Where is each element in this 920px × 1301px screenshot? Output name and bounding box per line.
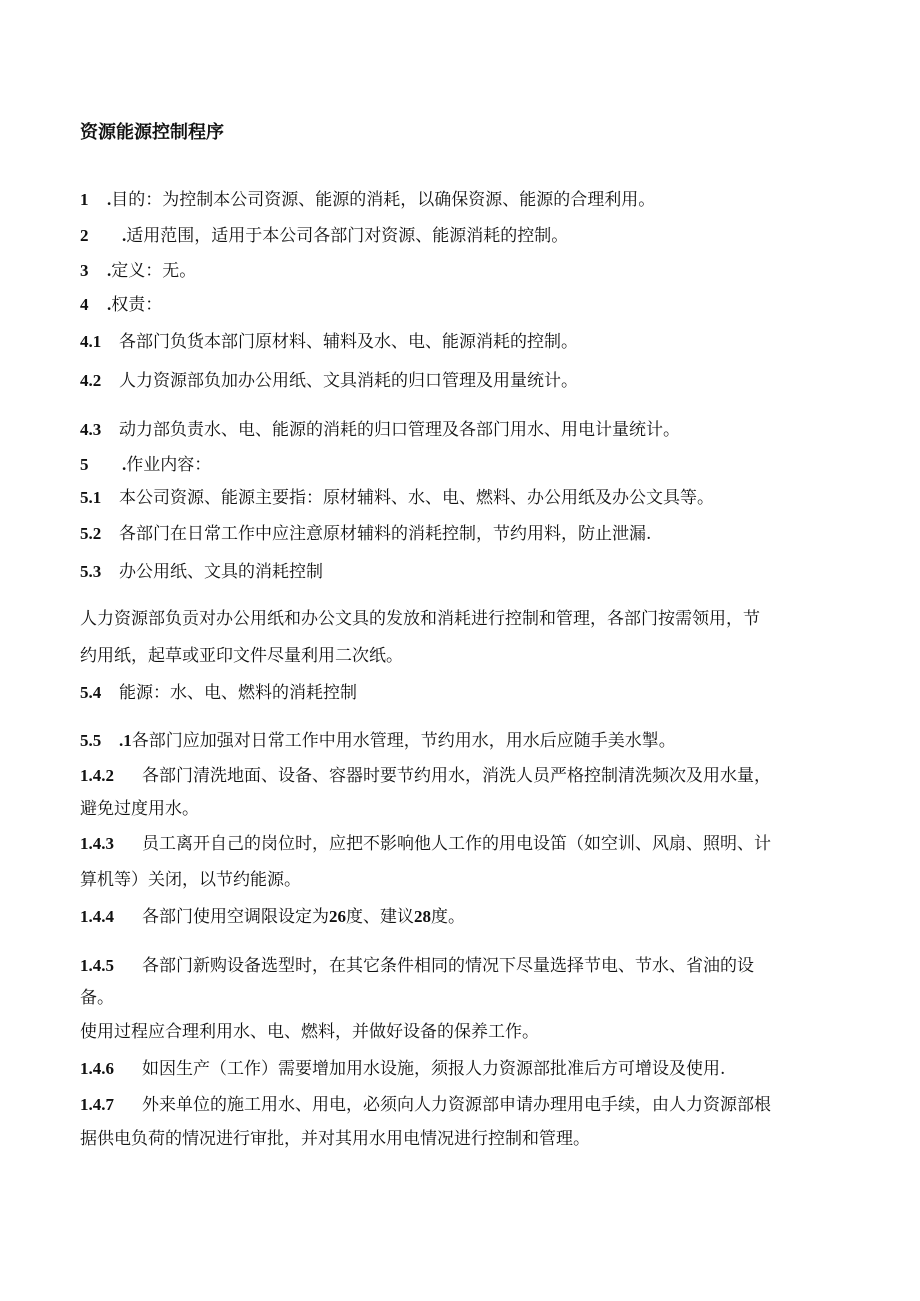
section-text: 本公司资源、能源主要指：原材辅料、水、电、燃料、办公用纸及办公文具等。 (119, 488, 714, 508)
section-1-4-5 (80, 956, 754, 976)
section-text: 外来单位的施工用水、用电，必须向人力资源部申请办理用电手续，由人力资源部根 (142, 1095, 771, 1115)
section-number: 1 (80, 190, 89, 209)
section-5-5-1: 5.5 .1各部门应加强对日常工作中用水管理，节约用水，用水后应随手美水掣。 (80, 731, 676, 751)
section-text: 各部门清洗地面、设备、容器时要节约用水，消洗人员严格控制清洗频次及用水量， (142, 766, 771, 786)
section-text: 权责： (111, 295, 163, 315)
section-1-4-3 (80, 834, 771, 854)
section-number: 4.3 (80, 420, 102, 439)
section-4: 4 .权责： (80, 295, 163, 315)
section-text: 定义：无。 (111, 261, 197, 281)
paragraph-line: 使用过程应合理利用水、电、燃料，并做好设备的保养工作。 (80, 1022, 539, 1042)
section-number: 5.2 (80, 524, 102, 543)
section-text: 办公用纸、文具的消耗控制 (119, 562, 323, 582)
section-number: 1.4.5 (80, 956, 114, 975)
temperature-limit: 26 (329, 907, 346, 926)
section-1: 1 .目的：为控制本公司资源、能源的消耗，以确保资源、能源的合理利用。 (80, 190, 656, 210)
section-5-2 (80, 524, 651, 544)
section-5-1 (80, 488, 714, 508)
paragraph-line: 据供电负荷的情况进行审批，并对其用水用电情况进行控制和管理。 (80, 1129, 590, 1149)
section-number: 5.3 (80, 562, 102, 581)
section-text: 各部门在日常工作中应注意原材辅料的消耗控制，节约用料，防止泄漏. (119, 524, 652, 544)
section-text: 各部门新购设备选型时，在其它条件相同的情况下尽量选择节电、节水、省油的设 (142, 956, 754, 976)
section-number: 5 (80, 455, 89, 474)
section-number: 2 (80, 226, 89, 245)
section-text: 能源：水、电、燃料的消耗控制 (119, 683, 357, 703)
section-4-2 (80, 371, 578, 391)
section-text: 员工离开自己的岗位时，应把不影响他人工作的用电设笛（如空训、风扇、照明、计 (142, 834, 771, 854)
section-1-4-6 (80, 1059, 725, 1079)
section-5-4 (80, 683, 357, 703)
paragraph-line: 避免过度用水。 (80, 799, 199, 819)
section-text: 如因生产（工作）需要增加用水设施，须报人力资源部批准后方可增设及使用. (142, 1059, 726, 1079)
section-2: 2 .适用范围，适用于本公司各部门对资源、能源消耗的控制。 (80, 226, 569, 246)
section-text: 适用范围，适用于本公司各部门对资源、能源消耗的控制。 (126, 226, 569, 246)
section-number: 5.1 (80, 488, 102, 507)
paragraph-line: 备。 (80, 988, 114, 1008)
section-number: 5.5 (80, 731, 102, 750)
section-1-4-2 (80, 766, 771, 786)
paragraph-line: 人力资源部负贡对办公用纸和办公文具的发放和消耗进行控制和管理，各部门按需领用，节 (80, 609, 760, 629)
section-number: 1.4.7 (80, 1095, 114, 1114)
section-4-3 (80, 420, 680, 440)
document-title: 资源能源控制程序 (80, 122, 224, 143)
section-number: 1.4.3 (80, 834, 114, 853)
section-text: 作业内容： (126, 455, 212, 475)
section-number: 4.1 (80, 332, 102, 351)
section-number: 3 (80, 261, 89, 280)
section-1-4-7 (80, 1095, 771, 1115)
section-number: 5.4 (80, 683, 102, 702)
section-text: 目的：为控制本公司资源、能源的消耗，以确保资源、能源的合理利用。 (111, 190, 656, 210)
section-number: 1.4.6 (80, 1059, 114, 1078)
section-5: 5 .作业内容： (80, 455, 212, 475)
section-text: 人力资源部负加办公用纸、文具消耗的归口管理及用量统计。 (119, 371, 578, 391)
section-number: 1.4.2 (80, 766, 114, 785)
paragraph-line: 约用纸，起草或亚印文件尽量利用二次纸。 (80, 646, 403, 666)
section-4-1 (80, 332, 578, 352)
section-number: 1.4.4 (80, 907, 114, 926)
section-3: 3 .定义：无。 (80, 261, 197, 281)
section-text: 各部门负货本部门原材料、辅料及水、电、能源消耗的控制。 (119, 332, 578, 352)
temperature-suggested: 28 (414, 907, 431, 926)
section-number: 4 (80, 295, 89, 314)
section-text: 各部门应加强对日常工作中用水管理，节约用水，用水后应随手美水掣。 (131, 731, 676, 751)
section-number: 4.2 (80, 371, 102, 390)
section-text: 动力部负责水、电、能源的消耗的归口管理及各部门用水、用电计量统计。 (119, 420, 680, 440)
section-5-3 (80, 562, 323, 582)
paragraph-line: 算机等）关闭，以节约能源。 (80, 870, 301, 890)
section-1-4-4: 1.4.4 各部门使用空调限设定为26度、建议28度。 (80, 907, 465, 927)
